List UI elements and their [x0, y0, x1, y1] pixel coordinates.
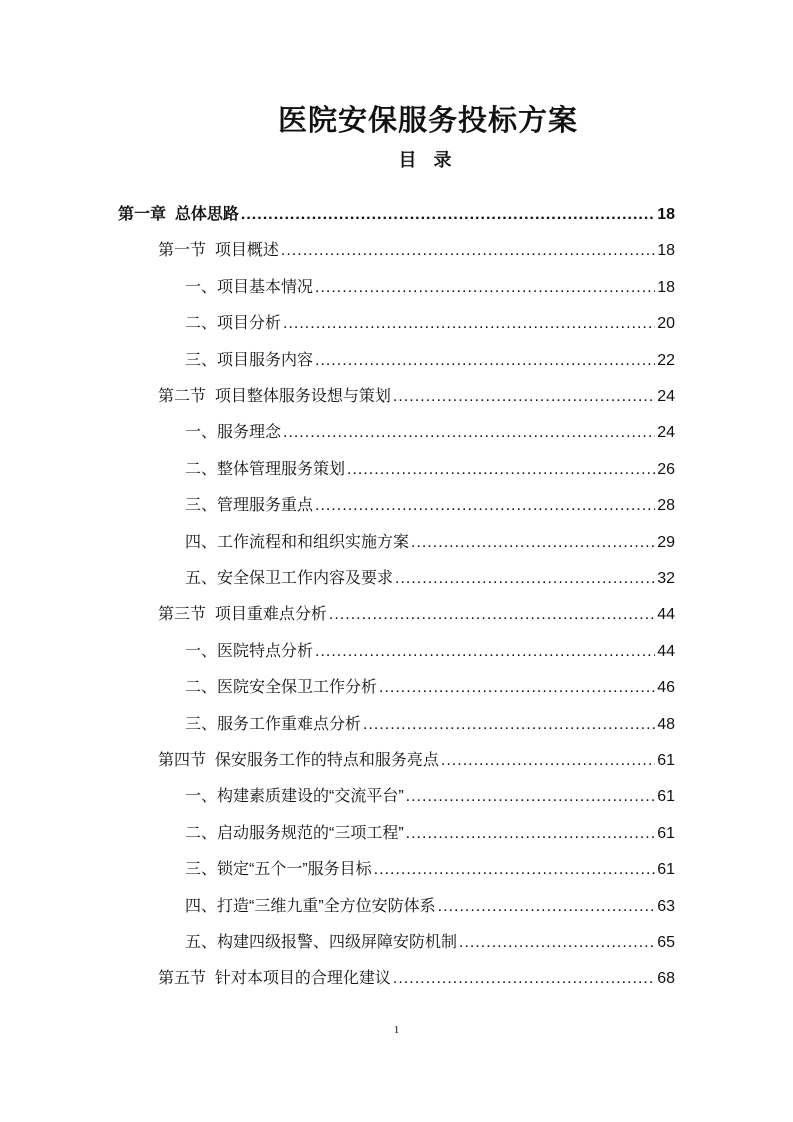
toc-entry[interactable] [185, 821, 675, 847]
toc-entry-label: 一、医院特点分析 [185, 642, 314, 660]
toc-entry[interactable] [158, 748, 675, 774]
toc-entry-label: 二、医院安全保卫工作分析 [185, 679, 378, 697]
toc-entry-page: 44 [657, 606, 675, 624]
toc-entry-label: 二、项目分析 [185, 315, 282, 333]
toc-entry-label: 第五节 针对本项目的合理化建议 [158, 970, 391, 988]
dot-leader [411, 530, 655, 556]
toc-entry-page: 18 [657, 206, 675, 223]
dot-leader [283, 420, 655, 446]
toc-entry[interactable] [185, 784, 675, 810]
toc-entry-page: 65 [657, 934, 675, 951]
toc-entry-page: 63 [657, 897, 675, 915]
dot-leader [347, 457, 655, 483]
dot-leader [406, 784, 656, 810]
toc-entry-label: 五、安全保卫工作内容及要求 [185, 570, 394, 587]
toc-entry-label: 一、服务理念 [185, 424, 282, 442]
toc-entry-page: 24 [657, 388, 675, 405]
toc-entry[interactable] [185, 493, 675, 519]
toc-entry[interactable] [185, 712, 675, 738]
toc-entry-label: 三、锁定“五个一”服务目标 [185, 861, 372, 879]
toc-entry-label: 三、项目服务内容 [185, 351, 314, 369]
toc-entry[interactable] [185, 311, 675, 337]
dot-leader [363, 712, 655, 738]
dot-leader [438, 894, 656, 920]
toc-entry-label: 第三节 项目重难点分析 [158, 606, 327, 624]
dot-leader [379, 675, 655, 701]
toc-entry-label: 第二节 项目整体服务设想与策划 [158, 388, 391, 405]
toc-entry-label: 第四节 保安服务工作的特点和服务亮点 [158, 752, 439, 769]
dot-leader [315, 348, 655, 374]
toc-entry-page: 61 [657, 752, 675, 769]
toc-entry-page: 61 [657, 861, 675, 879]
toc-entry-page: 32 [657, 570, 675, 587]
toc-entry-label: 四、工作流程和和组织实施方案 [185, 533, 410, 551]
toc-entry-page: 22 [657, 351, 675, 369]
toc-entry-page: 26 [657, 460, 675, 478]
toc-entry-label: 二、整体管理服务策划 [185, 460, 346, 478]
toc-entry[interactable] [185, 675, 675, 701]
toc-entry-page: 28 [657, 497, 675, 515]
toc-entry-page: 46 [657, 679, 675, 697]
toc-entry-page: 44 [657, 642, 675, 660]
dot-leader [393, 966, 655, 992]
dot-leader [283, 311, 655, 337]
dot-leader [329, 602, 655, 628]
dot-leader [315, 275, 655, 301]
toc-entry-label: 一、项目基本情况 [185, 278, 314, 296]
toc-entry-page: 61 [657, 788, 675, 806]
dot-leader [315, 493, 655, 519]
toc-entry[interactable] [185, 930, 675, 956]
toc-entry[interactable] [185, 275, 675, 301]
toc-entry-label: 三、管理服务重点 [185, 497, 314, 515]
toc-entry-label: 四、打造“三维九重”全方位安防体系 [185, 897, 436, 915]
toc-entry[interactable] [118, 202, 675, 228]
toc-entry[interactable] [158, 966, 675, 992]
toc-entry-page: 61 [657, 824, 675, 842]
toc-entry-page: 20 [657, 315, 675, 333]
toc-entry-label: 三、服务工作重难点分析 [185, 715, 362, 733]
toc-heading: 目 录 [398, 150, 458, 170]
dot-leader [441, 748, 655, 774]
toc-entry-page: 24 [657, 424, 675, 442]
dot-leader [459, 930, 655, 956]
toc-entry[interactable] [158, 384, 675, 410]
toc-entry-page: 29 [657, 533, 675, 551]
toc-entry[interactable] [185, 457, 675, 483]
toc-entry[interactable] [185, 566, 675, 592]
document-title: 医院安保服务投标方案 [277, 105, 578, 137]
toc-entry-label: 第一节 项目概述 [158, 242, 279, 260]
toc-entry-label: 一、构建素质建设的“交流平台” [185, 788, 404, 806]
toc-entry-label: 五、构建四级报警、四级屏障安防机制 [185, 934, 458, 951]
toc-entry-page: 68 [657, 970, 675, 988]
dot-leader [395, 566, 655, 592]
dot-leader [406, 821, 656, 847]
toc-entry-label: 二、启动服务规范的“三项工程” [185, 824, 404, 842]
toc-entry[interactable] [185, 530, 675, 556]
dot-leader [315, 639, 655, 665]
toc-entry[interactable] [185, 639, 675, 665]
toc-entry[interactable] [158, 602, 675, 628]
dot-leader [374, 857, 656, 883]
dot-leader [281, 238, 655, 264]
dot-leader [393, 384, 655, 410]
dot-leader [241, 202, 655, 228]
toc-entry-page: 48 [657, 715, 675, 733]
toc-entry[interactable] [185, 420, 675, 446]
toc-entry[interactable] [158, 238, 675, 264]
toc-entry[interactable] [185, 894, 675, 920]
toc-entry-page: 18 [657, 242, 675, 260]
page-number: 1 [393, 1024, 400, 1036]
toc-entry-page: 18 [657, 278, 675, 296]
toc-entry-label: 第一章 总体思路 [118, 206, 239, 223]
toc-entry[interactable] [185, 348, 675, 374]
toc-entry[interactable] [185, 857, 675, 883]
